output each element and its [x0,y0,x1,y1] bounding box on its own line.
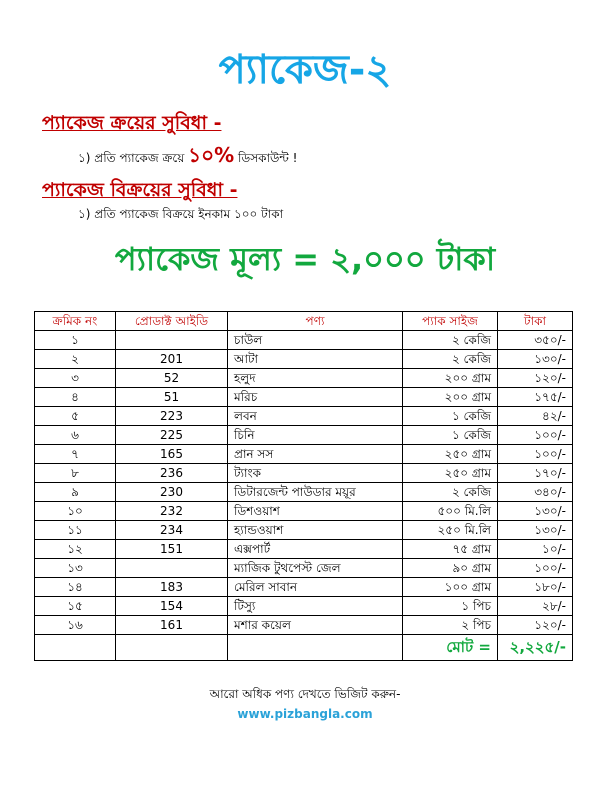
table-row [35,502,573,521]
row-pack-size: ১ কেজি [403,426,498,445]
page-title: প্যাকেজ-২ [218,47,392,93]
table-row [35,597,573,616]
table-row [35,540,573,559]
table-total-row [35,635,573,661]
row-price: ৩৪০/- [498,483,573,502]
row-price: ১৭০/- [498,464,573,483]
row-pack-size: ৯০ গ্রাম [403,559,498,578]
header-pack-size: প্যাক সাইজ [403,312,498,331]
header-product-id: প্রোডাক্ট আইডি [116,312,228,331]
row-price: ৩৫০/- [498,331,573,350]
sell-benefits-heading: প্যাকেজ বিক্রয়ের সুবিধা - [42,179,238,201]
row-pack-size: ২৫০ গ্রাম [403,464,498,483]
row-product-id: 151 [116,540,228,559]
total-value: ২,২২৫/- [498,635,573,661]
row-product-name: ডিটারজেন্ট পাউডার ময়ূর [228,483,403,502]
row-serial: ৪ [35,388,116,407]
row-pack-size: ২৫০ মি.লি [403,521,498,540]
row-product-name: আটা [228,350,403,369]
row-product-name: হলুদ [228,369,403,388]
row-product-name: হ্যান্ডওয়াশ [228,521,403,540]
row-pack-size: ১০০ গ্রাম [403,578,498,597]
row-price: ১৩০/- [498,502,573,521]
row-pack-size: ২ কেজি [403,350,498,369]
row-pack-size: ২ কেজি [403,483,498,502]
row-pack-size: ২ পিচ [403,616,498,635]
row-product-id [116,331,228,350]
row-product-name: চাউল [228,331,403,350]
row-serial: ৮ [35,464,116,483]
row-price: ১৩০/- [498,521,573,540]
buy-benefits-heading: প্যাকেজ ক্রয়ের সুবিধা - [42,112,222,134]
row-serial: ১০ [35,502,116,521]
row-pack-size: ৫০০ মি.লি [403,502,498,521]
package-price: প্যাকেজ মূল্য = ২,০০০ টাকা [114,240,496,278]
table-row [35,578,573,597]
row-product-name: টিস্যু [228,597,403,616]
row-serial: ১ [35,331,116,350]
row-serial: ৩ [35,369,116,388]
table-row [35,331,573,350]
row-price: ১০০/- [498,426,573,445]
row-pack-size: ১ পিচ [403,597,498,616]
total-empty-cell [116,635,228,661]
table-row [35,559,573,578]
buy-benefit-prefix: ১) প্রতি প্যাকেজ ক্রয়ে [78,151,185,165]
row-product-name: লবন [228,407,403,426]
row-serial: ১৩ [35,559,116,578]
row-price: ১০/- [498,540,573,559]
table-row [35,445,573,464]
table-row [35,350,573,369]
total-label: মোট = [403,635,498,661]
table-row [35,521,573,540]
row-product-name: মরিচ [228,388,403,407]
row-serial: ৫ [35,407,116,426]
row-serial: ১৬ [35,616,116,635]
row-product-id: 223 [116,407,228,426]
row-pack-size: ৭৫ গ্রাম [403,540,498,559]
table-row [35,388,573,407]
table-row [35,369,573,388]
row-product-name: ম্যাজিক টুথপেস্ট জেল [228,559,403,578]
footer-text: আরো অধিক পণ্য দেখতে ভিজিট করুন- [209,687,401,701]
row-product-id [116,559,228,578]
table-header-row [35,312,573,331]
row-product-id: 230 [116,483,228,502]
row-pack-size: ২৫০ গ্রাম [403,445,498,464]
product-table [34,311,573,661]
header-product: পণ্য [228,312,403,331]
row-product-name: মেরিল সাবান [228,578,403,597]
total-empty-cell [228,635,403,661]
table-row [35,616,573,635]
row-product-id: 51 [116,388,228,407]
row-product-id: 183 [116,578,228,597]
table-row [35,426,573,445]
row-serial: ১১ [35,521,116,540]
row-pack-size: ২০০ গ্রাম [403,388,498,407]
row-pack-size: ২ কেজি [403,331,498,350]
row-serial: ৯ [35,483,116,502]
row-product-id: 52 [116,369,228,388]
row-product-name: এক্সপার্ট [228,540,403,559]
row-serial: ২ [35,350,116,369]
sell-benefit-item: ১) প্রতি প্যাকেজ বিক্রয়ে ইনকাম ১০০ টাকা [78,207,284,221]
row-price: ১০০/- [498,445,573,464]
row-product-id: 165 [116,445,228,464]
row-product-id: 236 [116,464,228,483]
table-row [35,407,573,426]
website-link[interactable]: www.pizbangla.com [237,707,373,721]
row-product-id: 161 [116,616,228,635]
row-price: ১২০/- [498,616,573,635]
row-serial: ১২ [35,540,116,559]
table-row [35,483,573,502]
row-price: ১৭৫/- [498,388,573,407]
row-product-name: ডিশওয়াশ [228,502,403,521]
row-product-id: 234 [116,521,228,540]
row-pack-size: ১ কেজি [403,407,498,426]
table-row [35,464,573,483]
row-price: ১০০/- [498,559,573,578]
row-price: ১৩০/- [498,350,573,369]
row-product-name: ট্যাংক [228,464,403,483]
header-price: টাকা [498,312,573,331]
row-price: ২৮/- [498,597,573,616]
buy-benefit-item [78,143,298,167]
total-empty-cell [35,635,116,661]
header-serial: ক্রমিক নং [35,312,116,331]
row-pack-size: ২০০ গ্রাম [403,369,498,388]
row-price: ৪২/- [498,407,573,426]
buy-benefit-suffix: ডিসকাউন্ট ! [237,151,298,165]
row-product-id: 201 [116,350,228,369]
row-product-name: প্রান সস [228,445,403,464]
row-serial: ১৫ [35,597,116,616]
row-product-name: চিনি [228,426,403,445]
row-price: ১২০/- [498,369,573,388]
row-serial: ৬ [35,426,116,445]
row-product-id: 225 [116,426,228,445]
row-serial: ১৪ [35,578,116,597]
row-product-id: 232 [116,502,228,521]
row-serial: ৭ [35,445,116,464]
row-product-name: মশার কয়েল [228,616,403,635]
row-product-id: 154 [116,597,228,616]
row-price: ১৮০/- [498,578,573,597]
discount-highlight: ১০% [188,143,235,167]
